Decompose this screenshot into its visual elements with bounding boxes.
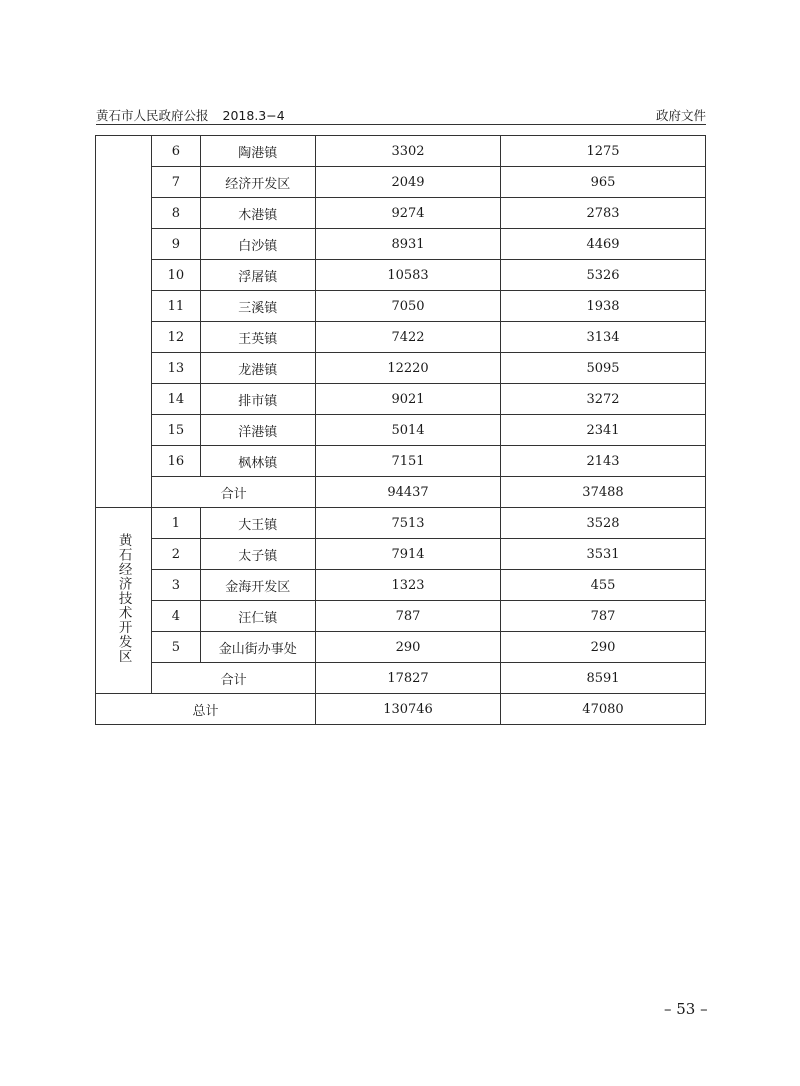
town-name-cell: 大王镇	[200, 508, 316, 539]
table-row	[96, 322, 706, 353]
value-b-cell: 3531	[500, 539, 705, 570]
value-a-cell: 9021	[316, 384, 501, 415]
value-a-cell: 787	[316, 601, 501, 632]
town-name-cell: 金山街办事处	[200, 632, 316, 663]
value-a-cell: 2049	[316, 167, 501, 198]
value-a-cell: 7422	[316, 322, 501, 353]
value-b-cell: 455	[500, 570, 705, 601]
row-index-cell: 13	[152, 353, 200, 384]
table-row	[96, 446, 706, 477]
publication-title: 黄石市人民政府公报	[96, 108, 209, 123]
table-row	[96, 539, 706, 570]
row-index-cell: 4	[152, 601, 200, 632]
value-b-cell: 5095	[500, 353, 705, 384]
table-row	[96, 229, 706, 260]
value-b-cell: 787	[500, 601, 705, 632]
header-left	[96, 106, 285, 124]
row-index-cell: 3	[152, 570, 200, 601]
town-name-cell: 太子镇	[200, 539, 316, 570]
row-index-cell: 16	[152, 446, 200, 477]
group-label: 黄石经济技术开发区	[115, 533, 132, 664]
subtotal-a-cell: 17827	[316, 663, 501, 694]
table-row	[96, 136, 706, 167]
value-a-cell: 12220	[316, 353, 501, 384]
value-b-cell: 1938	[500, 291, 705, 322]
table-row	[96, 570, 706, 601]
row-index-cell: 1	[152, 508, 200, 539]
issue-number: 2018.3−4	[222, 108, 285, 123]
row-index-cell: 8	[152, 198, 200, 229]
row-index-cell: 15	[152, 415, 200, 446]
row-index-cell: 5	[152, 632, 200, 663]
value-a-cell: 5014	[316, 415, 501, 446]
subtotal-row	[96, 477, 706, 508]
row-index-cell: 11	[152, 291, 200, 322]
row-index-cell: 7	[152, 167, 200, 198]
page-number: – 53 –	[664, 1000, 708, 1018]
value-b-cell: 965	[500, 167, 705, 198]
table-row	[96, 632, 706, 663]
value-a-cell: 9274	[316, 198, 501, 229]
total-b-cell: 47080	[500, 694, 705, 725]
town-name-cell: 洋港镇	[200, 415, 316, 446]
value-b-cell: 3528	[500, 508, 705, 539]
value-b-cell: 3272	[500, 384, 705, 415]
town-name-cell: 王英镇	[200, 322, 316, 353]
table-row	[96, 508, 706, 539]
value-a-cell: 7914	[316, 539, 501, 570]
value-a-cell: 7151	[316, 446, 501, 477]
table-row	[96, 260, 706, 291]
table-row	[96, 291, 706, 322]
row-index-cell: 14	[152, 384, 200, 415]
town-name-cell: 龙港镇	[200, 353, 316, 384]
page-header	[96, 104, 706, 124]
subtotal-b-cell: 8591	[500, 663, 705, 694]
total-a-cell: 130746	[316, 694, 501, 725]
value-a-cell: 8931	[316, 229, 501, 260]
row-index-cell: 2	[152, 539, 200, 570]
town-name-cell: 浮屠镇	[200, 260, 316, 291]
value-b-cell: 5326	[500, 260, 705, 291]
subtotal-row	[96, 663, 706, 694]
town-name-cell: 木港镇	[200, 198, 316, 229]
town-name-cell: 经济开发区	[200, 167, 316, 198]
value-a-cell: 1323	[316, 570, 501, 601]
group-label-cell	[96, 136, 152, 508]
value-b-cell: 4469	[500, 229, 705, 260]
data-table	[95, 135, 706, 725]
subtotal-label-cell: 合计	[152, 663, 316, 694]
section-title: 政府文件	[655, 108, 706, 123]
total-label-cell: 总计	[96, 694, 316, 725]
group-label-cell	[96, 508, 152, 694]
row-index-cell: 10	[152, 260, 200, 291]
subtotal-b-cell: 37488	[500, 477, 705, 508]
value-b-cell: 2143	[500, 446, 705, 477]
table-row	[96, 198, 706, 229]
table-row	[96, 415, 706, 446]
town-name-cell: 三溪镇	[200, 291, 316, 322]
total-row	[96, 694, 706, 725]
table-row	[96, 384, 706, 415]
row-index-cell: 9	[152, 229, 200, 260]
subtotal-label-cell: 合计	[152, 477, 316, 508]
table-row	[96, 601, 706, 632]
table-body	[96, 136, 706, 725]
value-a-cell: 3302	[316, 136, 501, 167]
town-name-cell: 白沙镇	[200, 229, 316, 260]
value-b-cell: 290	[500, 632, 705, 663]
table-row	[96, 167, 706, 198]
header-rule	[96, 124, 706, 125]
town-name-cell: 金海开发区	[200, 570, 316, 601]
value-b-cell: 1275	[500, 136, 705, 167]
value-b-cell: 2783	[500, 198, 705, 229]
row-index-cell: 12	[152, 322, 200, 353]
value-a-cell: 7050	[316, 291, 501, 322]
town-name-cell: 陶港镇	[200, 136, 316, 167]
table-row	[96, 353, 706, 384]
town-name-cell: 排市镇	[200, 384, 316, 415]
town-name-cell: 枫林镇	[200, 446, 316, 477]
value-b-cell: 3134	[500, 322, 705, 353]
town-name-cell: 汪仁镇	[200, 601, 316, 632]
value-a-cell: 290	[316, 632, 501, 663]
row-index-cell: 6	[152, 136, 200, 167]
value-a-cell: 10583	[316, 260, 501, 291]
subtotal-a-cell: 94437	[316, 477, 501, 508]
value-b-cell: 2341	[500, 415, 705, 446]
value-a-cell: 7513	[316, 508, 501, 539]
